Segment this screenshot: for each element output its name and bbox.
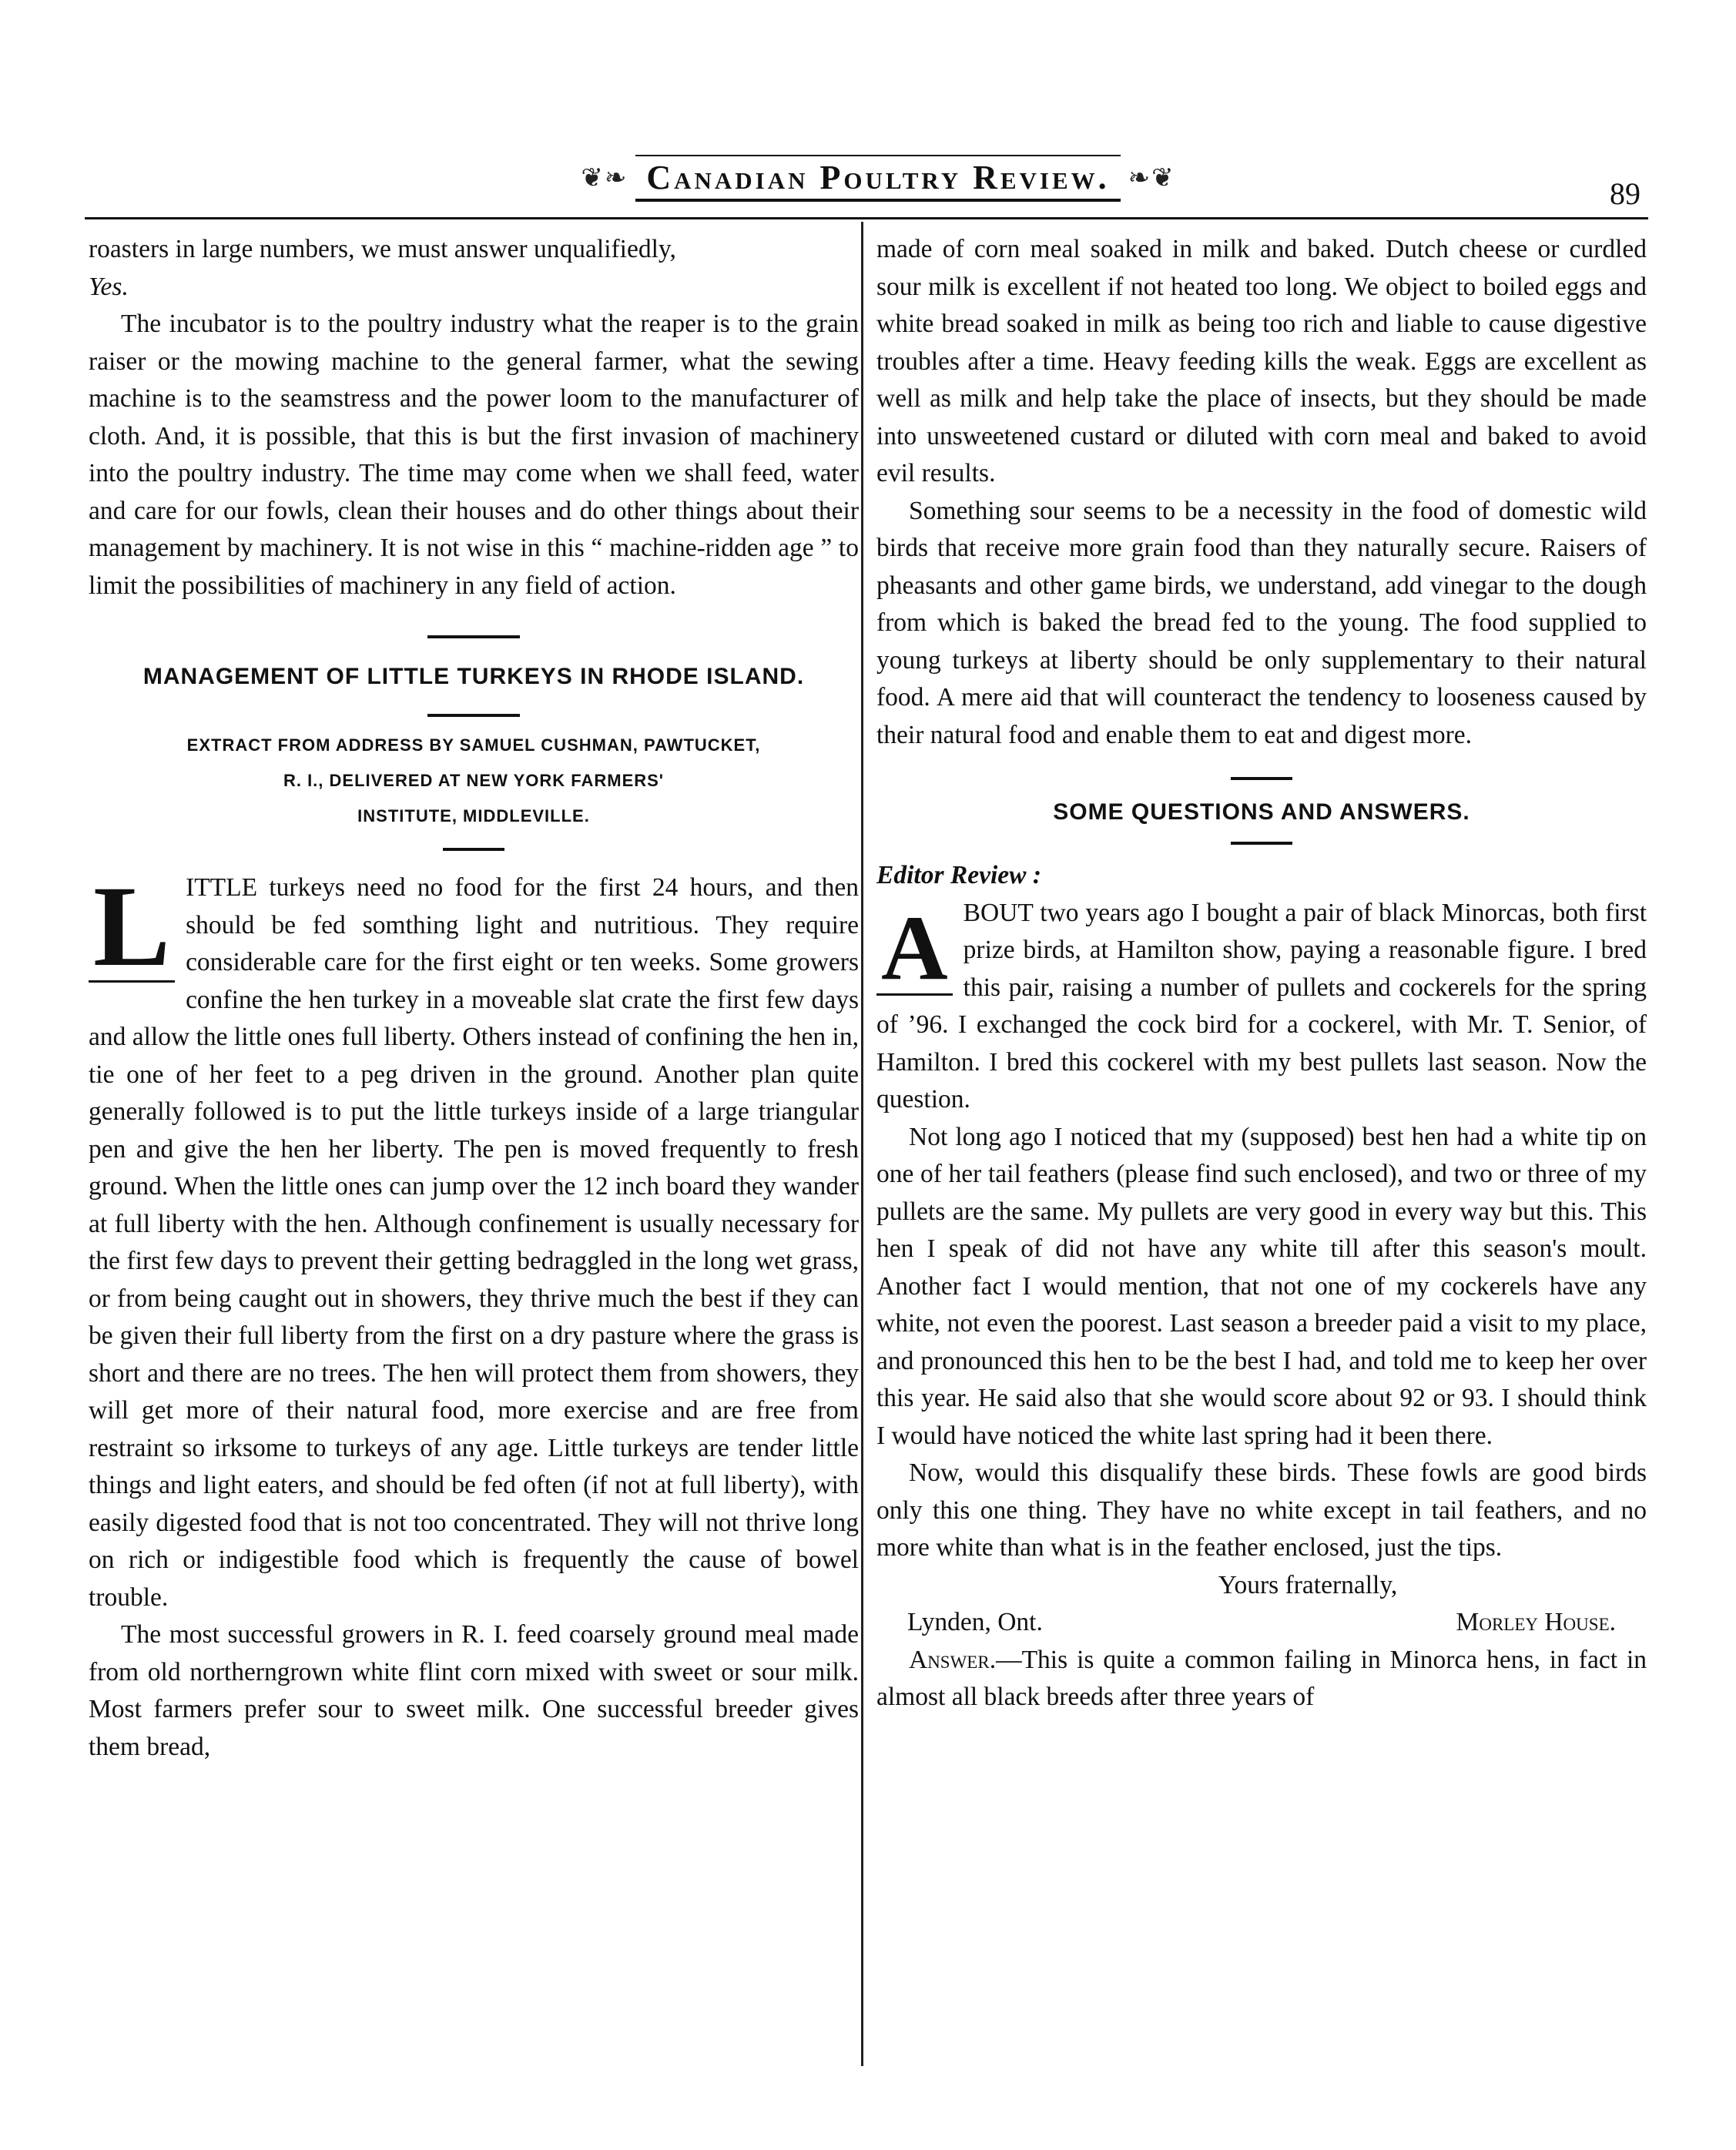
article-subtitle-line-3: INSTITUTE, MIDDLEVILLE. [357, 806, 590, 826]
masthead [570, 151, 1186, 205]
article-title-turkeys: MANAGEMENT OF LITTLE TURKEYS IN RHODE ISLAND. [142, 664, 805, 689]
closing: Yours fraternally, [1218, 1570, 1398, 1599]
paragraph-little-turkeys [89, 862, 859, 1616]
letter-place: Lynden, Ont. [907, 1608, 1043, 1636]
continued-paragraph [89, 231, 859, 306]
article-title-questions: SOME QUESTIONS AND ANSWERS. [1053, 799, 1470, 825]
publication-title: Canadian Poultry Review. [635, 155, 1120, 202]
paragraph-something-sour: Something sour seems to be a necessity in the food of domestic wild birds that receive more grain food than they naturally secure. Raisers of pheasants and other game birds, we understand, add vinegar to the dough from which is baked the bread fed to the young. The food supplied to young turkeys at liberty should be only supplementary to their natural food. A mere aid that will counteract the tendency to looseness caused by their natural food and enable them to eat and digest more. [876, 496, 1647, 749]
signoff-line [876, 1604, 1647, 1642]
answer-label: Answer. [909, 1645, 997, 1674]
paragraph-corn-meal: made of corn meal soaked in milk and baked. Dutch cheese or curdled sour milk is excellent if not heated too long. We object to boiled eggs and white bread soaked in milk as being too rich and liable to cause digestive troubles after a time. Heavy feeding kills the weak. Eggs are excellent as well as milk and help take the place of insects, but they should be made into unsweetened custard or diluted with corn meal and baked to avoid evil results. [876, 235, 1647, 487]
paragraph-answer [876, 1642, 1647, 1716]
salutation: Editor Review : [876, 861, 1042, 889]
right-column [876, 231, 1647, 1716]
paragraph-not-long-ago: Not long ago I noticed that my (supposed) best hen had a white tip on one of her tail feathers (please find such enclosed), and two or three of my pullets are the same. My pullets are very good in every way but this. This hen I speak of did not have any white till after this season's moult. Another fact I would mention, that not one of my cockerels have any white, not even the poorest. Last season a breeder paid a visit to my place, and pronounced this hen to be the best I had, and told me to keep her over this year. He said also that she would score about 92 or 93. I should think I would have noticed the white last spring had it been there. [876, 1122, 1647, 1450]
paragraph-about-two-years-text: BOUT two years ago I bought a pair of black Minorcas, both first prize birds, at Hamilton show, paying a reasonable figure. I bred this pair, raising a number of pullets and cockerels for the spring of ’96. I exchanged the cock bird for a cockerel, with Mr. T. Senior, of Hamilton. I bred this cockerel with my best pullets last season. Now the question. [876, 898, 1647, 1114]
paragraph-incubator: The incubator is to the poultry industry what the reaper is to the grain raiser or the mowing machine to the general farmer, what the sewing machine is to the seamstress and the power loom to the manufacturer of cloth. And, it is possible, that this is but the first invasion of machinery into the poultry industry. The time may come when we shall feed, water and care for our fowls, clean their houses and do other things about their management by machinery. It is not wise in this “ machine-ridden age ” to limit the possibilities of machinery in any field of action. [89, 310, 859, 600]
ornament-right-icon: ❧❦ [1128, 162, 1175, 193]
continued-line-yes: Yes. [89, 272, 129, 301]
dropcap-a: A [876, 903, 953, 996]
left-column [89, 231, 859, 1766]
header-rule [85, 217, 1648, 219]
paragraph-now-would: Now, would this disqualify these birds. These fowls are good birds only this one thing. They have no white except in tail feathers, and no more white than what is in the feather enclosed, just the tips. [876, 1458, 1647, 1562]
continued-line: roasters in large numbers, we must answer unqualifiedly, [89, 235, 676, 263]
answer-text: —This is quite a common failing in Minorca hens, in fact in almost all black breeds after three years of [876, 1645, 1647, 1711]
article-subtitle-line-1: EXTRACT FROM ADDRESS BY SAMUEL CUSHMAN, PAWTUCKET, [186, 735, 761, 755]
ornament-left-icon: ❦❧ [581, 162, 628, 193]
paragraph-successful-growers: The most successful growers in R. I. feed coarsely ground meal made from old northerngrown white flint corn mixed with sweet or sour milk. Most farmers prefer sour to sweet milk. One successful breeder gives them bread, [89, 1620, 859, 1761]
letter-signature: Morley House. [1456, 1608, 1616, 1636]
article-subtitle-line-2: R. I., DELIVERED AT NEW YORK FARMERS' [283, 771, 665, 790]
dropcap-l: L [89, 872, 175, 983]
paragraph-little-turkeys-text: ITTLE turkeys need no food for the first 24 hours, and then should be fed somthing light and nutritious. They require considerable care for the first eight or ten weeks. Some growers confine the hen turkey in a moveable slat crate the first few days and allow the little ones full liberty. Others instead of confining the hen in, tie one of her feet to a peg driven in the ground. Another plan quite generally followed is to put the little turkeys inside of a large triangular pen and give the hen her liberty. The pen is moved frequently to fresh ground. When the little ones can jump over the 12 inch board they wander at full liberty with the hen. Although confinement is usually necessary for the first few days to prevent their getting bedraggled in the long wet grass, or from being caught out in showers, they thrive much the best if they can be given their full liberty from the first on a dry pasture where the grass is short and there are no trees. The hen will protect them from showers, they will get more of their natural food, more exercise and are free from restraint so irksome to turkeys of any age. Little turkeys are tender little things and light eaters, and should be fed often (if not at full liberty), with easily digested food that is not too concentrated. They will not thrive long on rich or indigestible food which is frequently the cause of bowel trouble. [89, 873, 859, 1612]
page-number: 89 [1610, 176, 1640, 211]
paragraph-about-two-years [876, 895, 1647, 1119]
column-divider [861, 222, 863, 2066]
